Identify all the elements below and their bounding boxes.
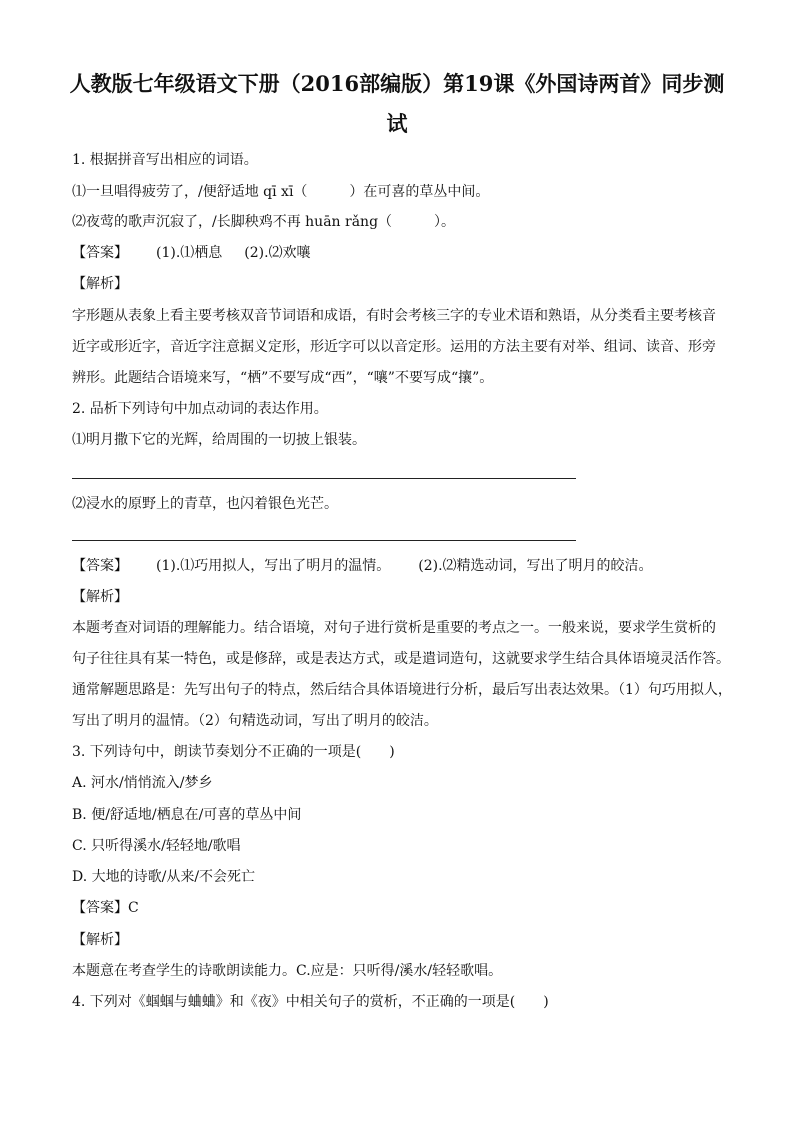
answer-label: 【答案】 (72, 900, 128, 916)
q1-analysis-label: 【解析】 (72, 276, 128, 292)
q3-analysis-label: 【解析】 (72, 932, 128, 948)
q2-item-1: ⑴明月撒下它的光辉，给周围的一切披上银装。 (72, 432, 366, 448)
q1-item-2: ⑵夜莺的歌声沉寂了，/长脚秧鸡不再 huān rǎng（ ）。 (72, 214, 456, 230)
q1-answer-1: (1).⑴栖息 (156, 245, 223, 261)
q1-analysis-line-1: 字形题从表象上看主要考核双音节词语和成语，有时会考核三字的专业术语和熟语，从分类看主要考核音 (72, 308, 716, 324)
q2-analysis-line-2: 句子往往具有某一特色，或是修辞，或是表达方式，或是遣词造句，这就要求学生结合具体语境灵活作答。 (72, 651, 730, 667)
q3-option-a: A. 河水/悄悄流入/梦乡 (72, 775, 213, 791)
q2-item-2: ⑵浸水的原野上的青草，也闪着银色光芒。 (72, 496, 338, 512)
q2-answer-line-1 (72, 478, 576, 479)
q2-answer-line-2 (72, 540, 576, 541)
q2-answer-1: (1).⑴巧用拟人，写出了明月的温情。 (156, 558, 391, 574)
q3-option-c: C. 只听得溪水/轻轻地/歌唱 (72, 838, 241, 854)
q3-stem: 3. 下列诗句中，朗读节奏划分不正确的一项是( ) (72, 744, 395, 760)
document-title-continued: 试 (386, 111, 408, 136)
q1-answer (72, 243, 311, 263)
q4-stem: 4. 下列对《蝈蝈与蛐蛐》和《夜》中相关句子的赏析，不正确的一项是( ) (72, 994, 549, 1010)
q1-item-1: ⑴一旦唱得疲劳了，/便舒适地 qī xī（ ）在可喜的草丛中间。 (72, 184, 490, 200)
answer-label: 【答案】 (72, 245, 128, 261)
q2-analysis-label: 【解析】 (72, 589, 128, 605)
q1-analysis-line-3: 辨形。此题结合语境来写，“栖”不要写成“西”，“嚷”不要写成“攘”。 (72, 370, 494, 386)
q3-answer-value: C (128, 900, 139, 916)
q1-stem: 1. 根据拼音写出相应的词语。 (72, 152, 258, 168)
q3-option-b: B. 便/舒适地/栖息在/可喜的草丛中间 (72, 807, 302, 823)
q2-analysis-line-3: 通常解题思路是：先写出句子的特点，然后结合具体语境进行分析，最后写出表达效果。（1）句巧用拟人， (72, 682, 732, 698)
q3-option-d: D. 大地的诗歌/从来/不会死亡 (72, 869, 256, 885)
document-title: 人教版七年级语文下册（2016部编版）第19课《外国诗两首》同步测 (69, 71, 725, 96)
q2-answer (72, 556, 653, 576)
answer-label: 【答案】 (72, 558, 128, 574)
q2-answer-2: (2).⑵精选动词，写出了明月的皎洁。 (418, 558, 653, 574)
q2-stem: 2. 品析下列诗句中加点动词的表达作用。 (72, 401, 328, 417)
q2-analysis-line-4: 写出了明月的温情。（2）句精选动词，写出了明月的皎洁。 (72, 713, 438, 729)
q1-answer-2: (2).⑵欢嚷 (244, 245, 311, 261)
q1-analysis-line-2: 近字或形近字，音近字注意据义定形，形近字可以以音定形。运用的方法主要有对举、组词、读音、形旁 (72, 339, 716, 355)
q3-answer (72, 898, 139, 918)
q3-analysis-line-1: 本题意在考查学生的诗歌朗读能力。C.应是：只听得/溪水/轻轻歌唱。 (72, 963, 503, 979)
q2-analysis-line-1: 本题考查对词语的理解能力。结合语境，对句子进行赏析是重要的考点之一。一般来说，要求学生赏析的 (72, 620, 716, 636)
